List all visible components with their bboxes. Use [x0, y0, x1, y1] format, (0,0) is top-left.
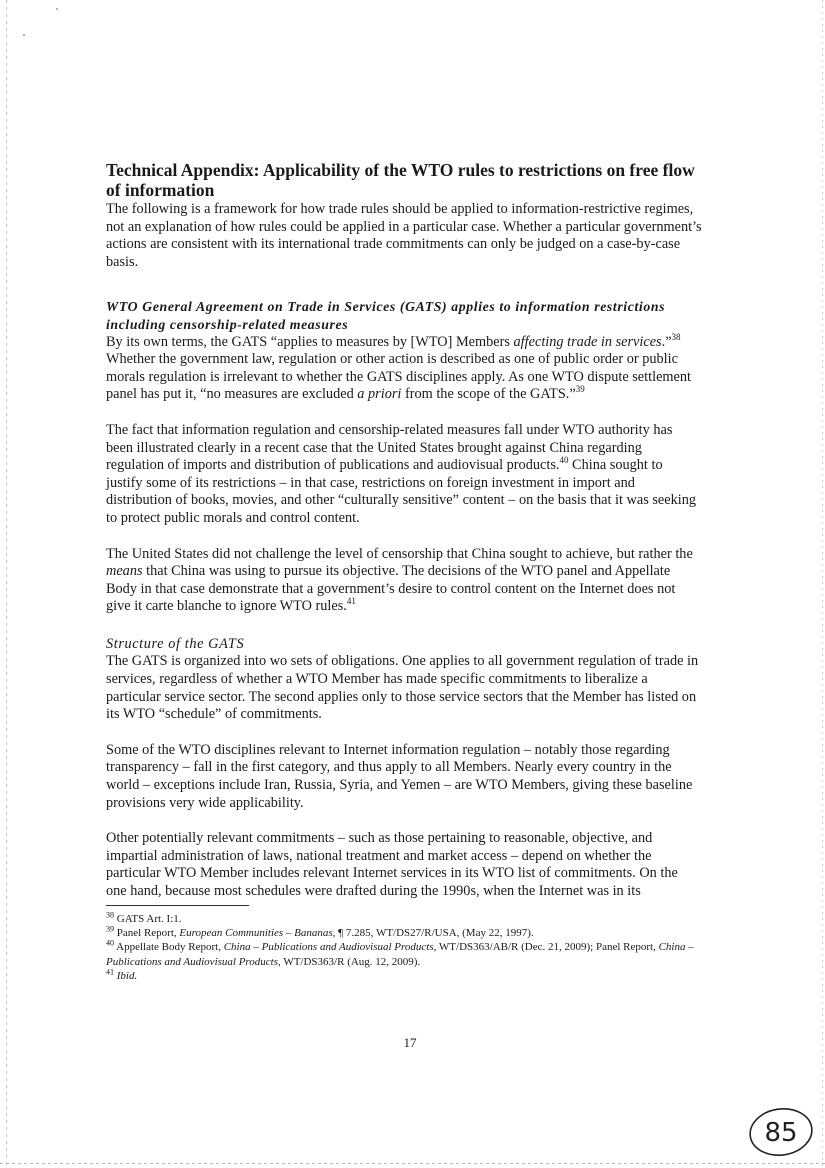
- footnote-ref-38[interactable]: 38: [671, 331, 681, 342]
- section1-paragraph-3: The United States did not challenge the level of censorship that China sought to achieve, but rather the means that China was using to pursue its objective. The decisions of the WTO panel and Appellate Body in that case demonstrate that a government’s desire to control content on the Internet does not give it carte blanche to ignore WTO rules.$^{41}$: [106, 545, 693, 615]
- document-title: Technical Appendix: Applicability of the WTO rules to restrictions on free flow of information: [106, 160, 695, 200]
- footnote-38: $^{38}$ GATS Art. I:1.: [106, 910, 182, 925]
- footnote-separator: [106, 905, 249, 906]
- scan-speck: [23, 34, 25, 36]
- section2-paragraph-1: The GATS is organized into wo sets of obligations. One applies to all government regulation of trade in services, regardless of whether a WTO Member has made specific commitments to liberalize a particular service sector. The second applies only to those service sectors that the Member has listed on its WTO “schedule” of commitments.: [106, 653, 699, 723]
- section2-paragraph-3: Other potentially relevant commitments – such as those pertaining to reasonable, objective, and impartial administration of laws, national treatment and market access – depend on whether the particular WTO Member includes relevant Internet services in its WTO list of commitments. On the one hand, because most schedules were drafted during the 1990s, when the Internet was in its: [106, 830, 678, 899]
- footnote-ref-41[interactable]: 41: [346, 596, 356, 607]
- stamp-number: 85: [764, 1118, 798, 1148]
- section1-paragraph-2: The fact that information regulation and censorship-related measures fall under WTO authority has been illustrated clearly in a recent case that the United States brought against China regarding regulation of imports and distribution of publications and audiovisual products.$^{40}$ China sought to justify some of its restrictions – in that case, restrictions on foreign investment in import and distribution of books, movies, and other “culturally sensitive” content – on the basis that it was seeking to protect public morals and control content.: [106, 421, 697, 526]
- page-edge-left: [6, 0, 7, 1168]
- document-body: [106, 160, 702, 901]
- footnote-ref-39[interactable]: 39: [575, 384, 585, 395]
- handwritten-page-stamp: [746, 1103, 816, 1159]
- section-heading-gats-applies: WTO General Agreement on Trade in Services (GATS) applies to information restrictions including censorship-related measures: [106, 299, 666, 332]
- footnote-39: $^{39}$ Panel Report, European Communities – Bananas, ¶ 7.285, WT/DS27/R/USA, (May 22, 1997).: [106, 924, 534, 940]
- footnote-41: $^{41}$ Ibid.: [106, 967, 138, 982]
- page-number: 17: [403, 1035, 417, 1050]
- footnotes: [106, 912, 706, 983]
- page-edge-right: [822, 0, 823, 1168]
- footnote-40: $^{40}$ Appellate Body Report, China – Publications and Audiovisual Products, WT/DS363/AB/R (Dec. 21, 2009); Panel Report, China – Publications and Audiovisual Products, WT/DS363/R (Aug. 12, 2009).: [106, 938, 694, 968]
- scan-speck: [56, 8, 58, 10]
- section-heading-structure: Structure of the GATS: [106, 635, 245, 652]
- section2-paragraph-2: Some of the WTO disciplines relevant to Internet information regulation – notably those regarding transparency – fall in the first category, and thus apply to all Members. Nearly every country in the world – exceptions include Iran, Russia, Syria, and Yemen – are WTO Members, giving these baseline provisions very wide applicability.: [106, 741, 693, 811]
- intro-paragraph: The following is a framework for how trade rules should be applied to information-restrictive regimes, not an explanation of how rules could be applied in a particular case. Whether a particular government’s actions are consistent with its international trade commitments can only be judged on a case-by-case basis.: [106, 201, 702, 270]
- page-edge-bottom: [0, 1163, 825, 1164]
- footnote-ref-40[interactable]: 40: [559, 455, 569, 466]
- section1-paragraph-1: By its own terms, the GATS “applies to measures by [WTO] Members affecting trade in services.”$^{38}$ Whether the government law, regulation or other action is described as one of public order or public morals regulation is irrelevant to whether the GATS disciplines apply. As one WTO dispute settlement panel has put it, “no measures are excluded a priori from the scope of the GATS.”$^{39}$: [106, 331, 691, 403]
